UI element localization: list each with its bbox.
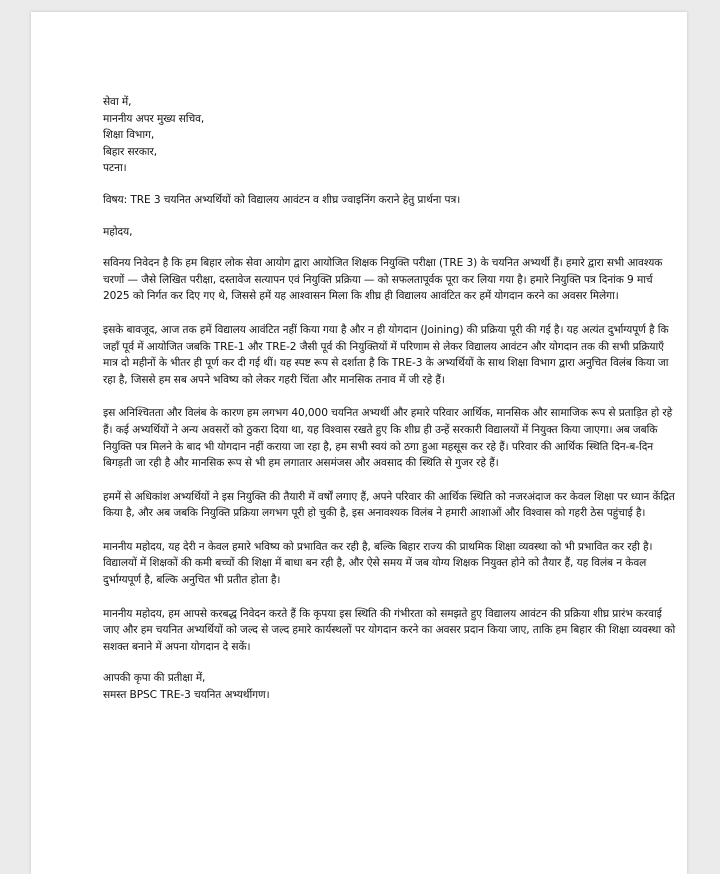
address-line: पटना। <box>103 162 127 175</box>
recipient-address <box>103 94 679 177</box>
body-paragraph: सविनय निवेदन है कि हम बिहार लोक सेवा आयोग द्वारा आयोजित शिक्षक नियुक्ति परीक्षा (TRE 3) के चयनित अभ्यर्थी हैं। हमारे द्वारा सभी आवश्यक चरणों — जैसे लिखित परीक्षा, दस्तावेज सत्यापन एवं नियुक्ति प्रक्रिया — को सफलतापूर्वक पूरा कर लिया गया है। हमारे नियुक्ति पत्र दिनांक 9 मार्च 2025 को निर्गत कर दिए गए थे, जिससे हमें यह आश्वासन मिला कि शीघ्र ही विद्यालय आवंटित कर हमें योगदान करने का अवसर मिलेगा। <box>103 257 663 303</box>
signature-line: समस्त BPSC TRE-3 चयनित अभ्यर्थीगण। <box>103 689 270 702</box>
salutation: महोदय, <box>103 225 133 238</box>
address-line: बिहार सरकार, <box>103 145 158 158</box>
document-page <box>31 12 687 874</box>
body-paragraph: हममें से अधिकांश अभ्यर्थियों ने इस नियुक्ति की तैयारी में वर्षों लगाए हैं, अपने परिवार की आर्थिक स्थिति को नजरअंदाज कर केवल शिक्षा पर ध्यान केंद्रित किया है, और अब जबकि नियुक्ति प्रक्रिया लगभग पूरी हो चुकी है, इस अनावश्यक विलंब ने हमारी आशाओं और विश्वास को गहरी ठेस पहुंचाई है। <box>103 490 675 520</box>
body-paragraph: इस अनिश्चितता और विलंब के कारण हम लगभग 40,000 चयनित अभ्यर्थी और हमारे परिवार आर्थिक, मानसिक और सामाजिक रूप से प्रताड़ित हो रहे हैं। कई अभ्यर्थियों ने अन्य अवसरों को ठुकरा दिया था, यह विश्वास रखते हुए कि शीघ्र ही उन्हें सरकारी विद्यालयों में नियुक्त किया जाएगा। अब जबकि नियुक्ति पत्र मिलने के बाद भी योगदान नहीं कराया जा रहा है, हम सभी स्वयं को ठगा हुआ महसूस कर रहे हैं। परिवार की आर्थिक स्थिति दिन-ब-दिन बिगड़ती जा रही है और मानसिक रूप से भी हम लगातार असमंजस और अवसाद की स्थिति से गुजर रहे हैं। <box>103 407 673 470</box>
body-paragraph: माननीय महोदय, यह देरी न केवल हमारे भविष्य को प्रभावित कर रही है, बल्कि बिहार राज्य की प्राथमिक शिक्षा व्यवस्था को भी प्रभावित कर रही है। विद्यालयों में शिक्षकों की कमी बच्चों की शिक्षा में बाधा बन रही है, और ऐसे समय में जब योग्य शिक्षक नियुक्त होने को तैयार हैं, यह विलंब न केवल दुर्भाग्यपूर्ण है, बल्कि अनुचित भी प्रतीत होता है। <box>103 540 653 587</box>
address-line: सेवा में, <box>103 96 132 108</box>
subject-line: विषय: TRE 3 चयनित अभ्यर्थियों को विद्यालय आवंटन व शीघ्र ज्वाइनिंग कराने हेतु प्रार्थना पत्र। <box>103 193 461 206</box>
body-paragraph: माननीय महोदय, हम आपसे करबद्ध निवेदन करते हैं कि कृपया इस स्थिति की गंभीरता को समझते हुए विद्यालय आवंटन की प्रक्रिया शीघ्र प्रारंभ करवाई जाए और हम चयनित अभ्यर्थियों को जल्द से जल्द हमारे कार्यस्थलों पर योगदान करने का अवसर प्रदान किया जाए, ताकि हम बिहार की शिक्षा व्यवस्था को सशक्त बनाने में अपना योगदान दे सकें। <box>103 607 676 653</box>
address-line: माननीय अपर मुख्य सचिव, <box>103 112 205 125</box>
closing-line: आपकी कृपा की प्रतीक्षा में, <box>103 672 206 685</box>
letter-body <box>103 94 679 704</box>
address-line: शिक्षा विभाग, <box>103 129 155 142</box>
body-paragraph: इसके बावजूद, आज तक हमें विद्यालय आवंटित नहीं किया गया है और न ही योगदान (Joining) की प्रक्रिया पूरी की गई है। यह अत्यंत दुर्भाग्यपूर्ण है कि जहाँ पूर्व में आयोजित जबकि TRE-1 और TRE-2 जैसी पूर्व की नियुक्तियों में परिणाम से लेकर विद्यालय आवंटन और योगदान तक की सभी प्रक्रियाएँ मात्र दो महीनों के भीतर ही पूर्ण कर दी गई थीं। यह स्पष्ट रूप से दर्शाता है कि TRE-3 के अभ्यर्थियों के साथ शिक्षा विभाग द्वारा अनुचित विलंब किया जा रहा है, जिससे हम सब अपने भविष्य को लेकर गहरी चिंता और मानसिक तनाव में जी रहे हैं। <box>103 323 669 386</box>
